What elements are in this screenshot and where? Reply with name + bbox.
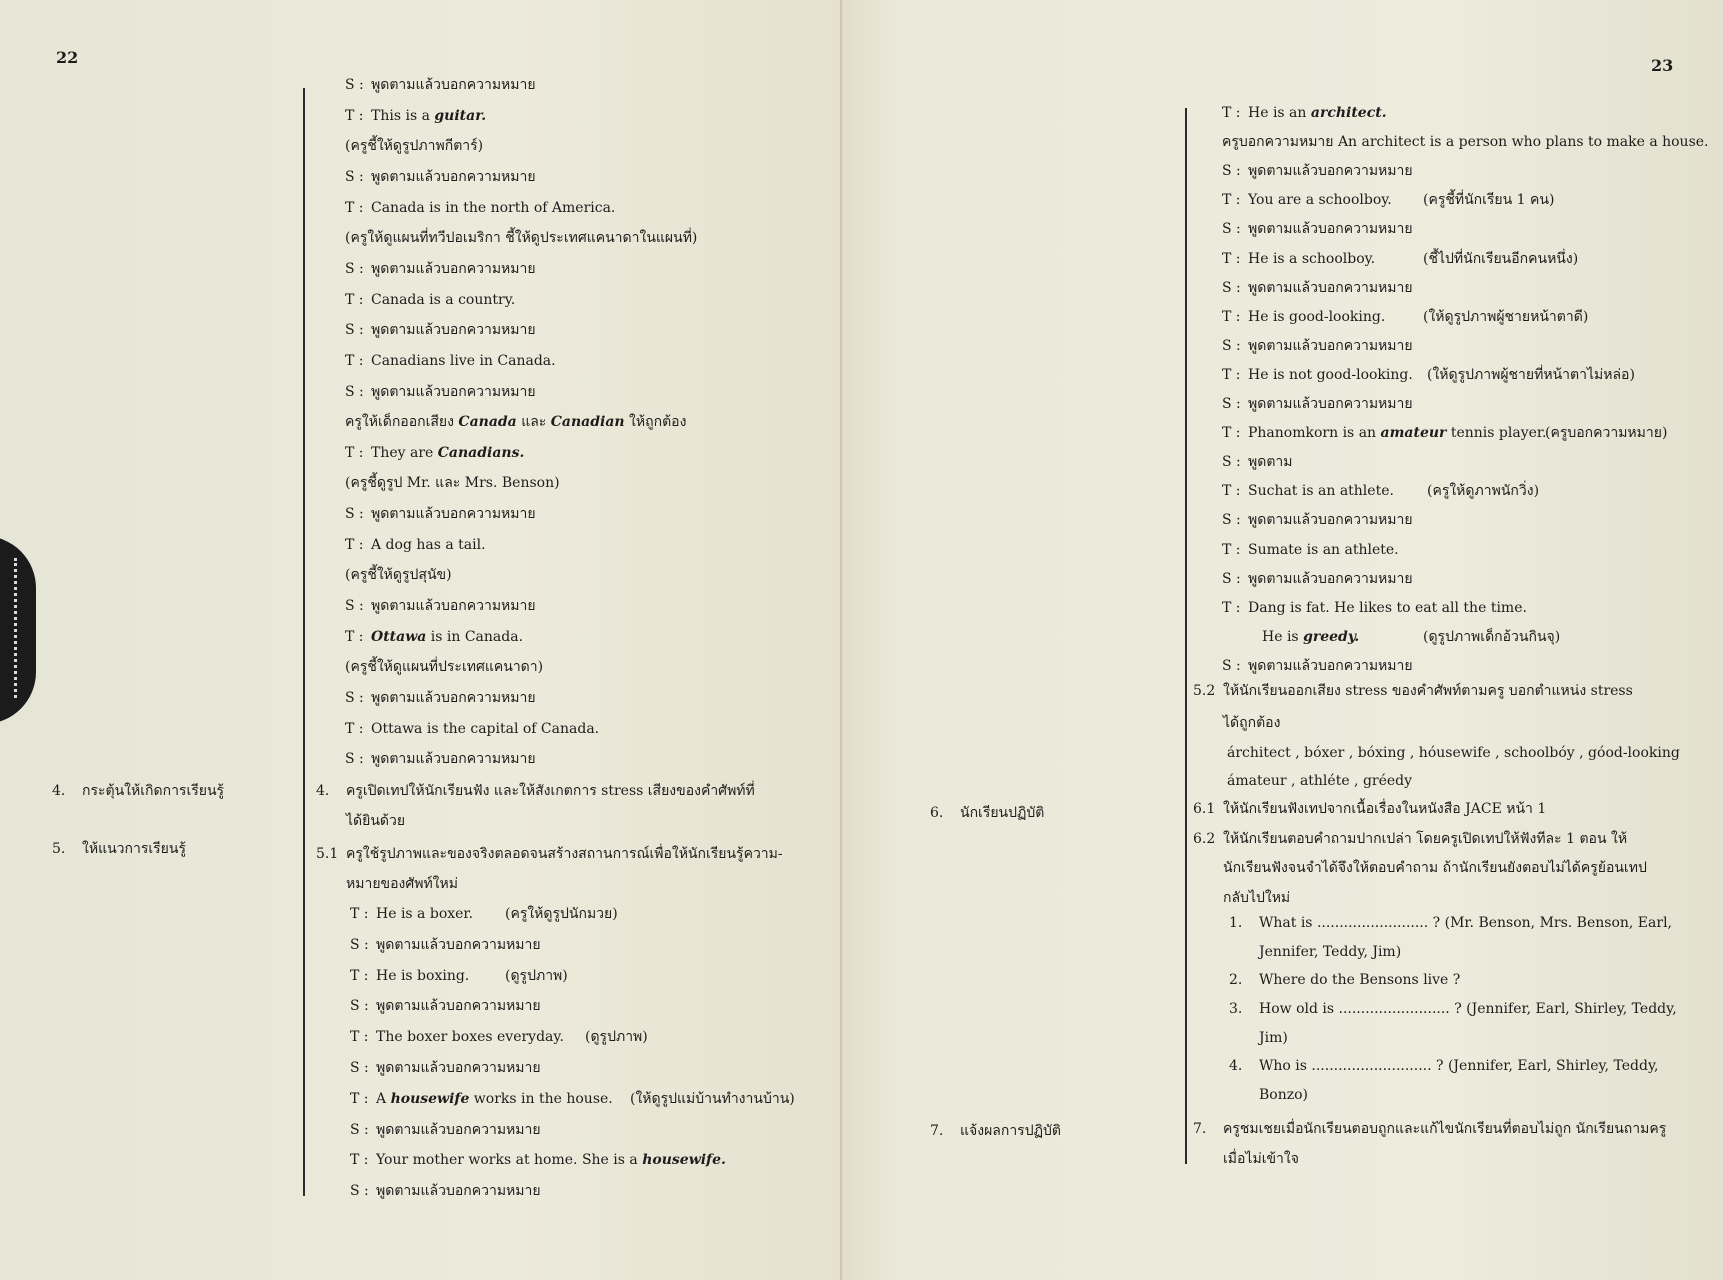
speaker-label: S : [1222, 454, 1241, 471]
speaker-label: T : [345, 107, 364, 124]
question-text: Who is ........................... ? (Jennifer, Earl, Shirley, Teddy, [1259, 1058, 1659, 1074]
page-number-left: 22 [56, 48, 79, 67]
line-text: พูดตาม [1248, 454, 1293, 471]
line-text: A [376, 1090, 391, 1107]
teacher-note: (ให้ดูรูปแม่บ้านทำงานบ้าน) [630, 1090, 795, 1107]
speaker-label: S : [350, 1183, 369, 1200]
dialogue-line [350, 1059, 541, 1077]
column-rule-left [303, 88, 305, 1196]
line-text: Your mother works at home. She is a [376, 1152, 643, 1169]
speaker-label: S : [345, 690, 364, 706]
vocab-word: Canada [458, 414, 517, 431]
speaker-label: T : [345, 720, 364, 737]
vocab-word: amateur [1380, 425, 1447, 442]
speaker-label: T : [350, 1090, 369, 1107]
dialogue-line [345, 444, 524, 462]
line-text: พูดตามแล้วบอกความหมาย [371, 260, 536, 277]
dialogue-line [345, 321, 536, 339]
dialogue-line [345, 352, 556, 370]
line-text: (ครูชี้ให้ดูแผนที่ประเทศแคนาดา) [345, 659, 544, 676]
dialogue-line [350, 1151, 726, 1169]
dialogue-line [1222, 308, 1385, 326]
speaker-label: S : [345, 77, 364, 93]
line-text: พูดตามแล้วบอกความหมาย [1248, 337, 1413, 354]
teacher-note: (ชี้ไปที่นักเรียนอีกคนหนึ่ง) [1423, 250, 1579, 267]
vocab-word: Canadians. [437, 444, 525, 461]
line-text: พูดตามแล้วบอกความหมาย [371, 168, 536, 185]
question-number: 1. [1229, 915, 1243, 931]
line-text: They are [371, 444, 438, 461]
dialogue-line [1222, 395, 1413, 413]
dialogue-line [1222, 191, 1392, 209]
line-text: Canada is in the north of America. [371, 199, 616, 216]
section-5-2-text-cont: ได้ถูกต้อง [1223, 715, 1281, 731]
line-text: (ครูชี้ให้ดูรูปภาพกีตาร์) [345, 138, 484, 155]
column-rule-right [1185, 108, 1187, 1164]
teacher-note: (ครูให้ดูภาพนักวิ่ง) [1427, 483, 1540, 500]
section-6-2-cont-2: กลับไปใหม่ [1223, 890, 1291, 906]
dialogue-line [345, 199, 615, 217]
dialogue-line [345, 260, 536, 278]
line-text: Suchat is an athlete. [1248, 483, 1394, 500]
speaker-label: S : [345, 168, 364, 185]
speaker-label: S : [350, 936, 369, 953]
line-text: is in Canada. [426, 628, 524, 645]
line-text: This is a [371, 107, 435, 124]
speaker-label: T : [350, 1029, 369, 1046]
dialogue-line [345, 505, 536, 523]
line-text: พูดตามแล้วบอกความหมาย [371, 690, 536, 706]
line-text: He is not good-looking. [1248, 366, 1413, 383]
speaker-label: T : [1222, 483, 1241, 500]
speaker-label: S : [350, 1121, 369, 1138]
section-6-label: 6. นักเรียนปฏิบัติ [930, 805, 1045, 821]
teacher-note: (ดูรูปภาพเด็กอ้วนกินจุ) [1423, 628, 1561, 645]
speaker-label: S : [1222, 337, 1241, 354]
section-6-1-text: 6.1 ให้นักเรียนฟังเทปจากเนื้อเรื่องในหนังสือ JACE หน้า 1 [1193, 801, 1547, 817]
speaker-label: S : [345, 506, 364, 523]
section-6-2-cont-1: นักเรียนฟังจนจำได้จึงให้ตอบคำถาม ถ้านักเรียนยังตอบไม่ได้ครูย้อนเทป [1223, 860, 1647, 876]
question-text: What is ......................... ? (Mr. Benson, Mrs. Benson, Earl, [1259, 915, 1672, 931]
line-text: พูดตามแล้วบอกความหมาย [371, 506, 536, 523]
speaker-label: T : [1222, 366, 1241, 383]
speaker-label: T : [1222, 250, 1241, 267]
vocab-word: greedy. [1303, 628, 1360, 645]
speaker-label: T : [1222, 599, 1241, 616]
section-5-1-text: 5.1 ครูใช้รูปภาพและของจริงตลอดจนสร้างสถานการณ์เพื่อให้นักเรียนรู้ความ- [316, 846, 783, 862]
line-text: พูดตามแล้วบอกความหมาย [1248, 657, 1413, 674]
speaker-label: T : [345, 352, 364, 369]
dialogue-line [345, 291, 515, 309]
teacher-note: (ครูชี้ที่นักเรียน 1 คน) [1423, 192, 1555, 209]
line-text: พูดตามแล้วบอกความหมาย [1248, 512, 1413, 529]
speaker-label: T : [345, 628, 364, 645]
line-text: พูดตามแล้วบอกความหมาย [376, 998, 541, 1015]
dialogue-line [345, 750, 536, 768]
page-number-right: 23 [1651, 56, 1674, 75]
line-text: works in the house. [469, 1090, 613, 1107]
teacher-note: (ให้ดูรูปภาพผู้ชายหน้าตาดี) [1423, 308, 1589, 325]
binder-clip [0, 536, 36, 724]
line-text: tennis player. [1446, 425, 1547, 442]
dialogue-line [345, 474, 560, 492]
speaker-label: T : [345, 291, 364, 308]
dialogue-line [1222, 133, 1709, 151]
line-text: และ [516, 414, 551, 431]
question-text: How old is ......................... ? (Jennifer, Earl, Shirley, Teddy, [1259, 1001, 1677, 1017]
speaker-label: S : [345, 598, 364, 615]
speaker-label: T : [350, 1152, 369, 1169]
dialogue-line [1222, 657, 1413, 675]
vocab-word: housewife [390, 1090, 470, 1107]
dialogue-line [1222, 511, 1413, 529]
line-text: พูดตามแล้วบอกความหมาย [1248, 163, 1413, 180]
section-7-label: 7. แจ้งผลการปฏิบัติ [930, 1123, 1061, 1139]
speaker-label: T : [345, 444, 364, 461]
speaker-label: T : [1222, 308, 1241, 325]
speaker-label: S : [1222, 396, 1241, 412]
question-text-cont: Jim) [1259, 1030, 1288, 1046]
speaker-label: T : [350, 906, 369, 922]
question-number: 2. [1229, 972, 1243, 988]
vocab-word: architect. [1310, 105, 1387, 121]
speaker-label: T : [1222, 192, 1241, 209]
line-text: พูดตามแล้วบอกความหมาย [1248, 396, 1413, 412]
dialogue-line [345, 107, 486, 125]
line-text: พูดตามแล้วบอกความหมาย [371, 77, 536, 93]
vocab-word: guitar. [434, 107, 487, 124]
line-text: He is an [1248, 105, 1311, 121]
teacher-note: (ดูรูปภาพ) [585, 1029, 648, 1046]
vocab-word: Ottawa [371, 628, 427, 645]
dialogue-line [350, 936, 541, 954]
dialogue-line [345, 536, 486, 554]
speaker-label: S : [345, 260, 364, 277]
question-text-cont: Jennifer, Teddy, Jim) [1259, 944, 1402, 960]
line-text: พูดตามแล้วบอกความหมาย [376, 936, 541, 953]
dialogue-line [345, 137, 483, 155]
dialogue-line [345, 76, 536, 94]
stress-words-line-2: ámateur , athléte , gréedy [1227, 773, 1413, 789]
line-text: พูดตามแล้วบอกความหมาย [1248, 221, 1413, 238]
line-text: พูดตามแล้วบอกความหมาย [371, 751, 536, 768]
dialogue-line [1222, 220, 1413, 238]
dialogue-line [1222, 104, 1387, 122]
question-item [1229, 971, 1460, 989]
speaker-label: T : [1222, 105, 1241, 121]
line-text: (ครูชี้ดูรูป Mr. และ Mrs. Benson) [345, 475, 560, 492]
question-item [1229, 1057, 1658, 1075]
dialogue-line [1222, 250, 1375, 268]
teacher-note: (ให้ดูรูปภาพผู้ชายที่หน้าตาไม่หล่อ) [1427, 366, 1635, 383]
dialogue-line [345, 628, 523, 646]
line-text: He is a schoolboy. [1248, 250, 1376, 267]
item-7-text-cont: เมื่อไม่เข้าใจ [1223, 1151, 1299, 1167]
line-text: You are a schoolboy. [1248, 192, 1392, 209]
section-6-2-text: 6.2 ให้นักเรียนตอบคำถามปากเปล่า โดยครูเปิดเทปให้ฟังทีละ 1 ตอน ให้ [1193, 831, 1628, 847]
question-text-cont: Bonzo) [1259, 1087, 1308, 1103]
dialogue-line [1222, 279, 1413, 297]
line-text: Phanomkorn is an [1248, 425, 1381, 442]
speaker-label: S : [1222, 279, 1241, 296]
dialogue-line [345, 658, 543, 676]
speaker-label: T : [345, 199, 364, 216]
speaker-label: S : [1222, 163, 1241, 180]
dialogue-line [345, 597, 536, 615]
item-7-text: 7. ครูชมเชยเมื่อนักเรียนตอบถูกและแก้ไขนักเรียนที่ตอบไม่ถูก นักเรียนถามครู [1193, 1121, 1667, 1137]
line-text: ครูบอกความหมาย An architect is a person who plans to make a house. [1222, 134, 1709, 151]
left-page [0, 0, 845, 1280]
dialogue-line [1222, 453, 1293, 471]
line-text: พูดตามแล้วบอกความหมาย [371, 322, 536, 339]
dialogue-line [1222, 366, 1413, 384]
line-text: The boxer boxes everyday. [376, 1029, 564, 1046]
speaker-label: S : [1222, 570, 1241, 587]
speaker-label: T : [345, 536, 364, 553]
dialogue-line [350, 997, 541, 1015]
line-text: Ottawa is the capital of Canada. [371, 720, 600, 737]
line-text: ครูให้เด็กออกเสียง [345, 414, 459, 431]
dialogue-line [345, 413, 686, 431]
line-text: พูดตามแล้วบอกความหมาย [1248, 570, 1413, 587]
dialogue-line [1222, 424, 1547, 442]
line-text: Canada is a country. [371, 291, 516, 308]
line-text: (ครูให้ดูแผนที่ทวีปอเมริกา ชี้ให้ดูประเทศแคนาดาในแผนที่) [345, 230, 698, 247]
right-page [845, 0, 1723, 1280]
question-item [1229, 914, 1672, 932]
dialogue-line [345, 689, 536, 707]
speaker-label: T : [1222, 541, 1241, 558]
dialogue-line [345, 229, 697, 247]
line-text: พูดตามแล้วบอกความหมาย [376, 1183, 541, 1200]
teacher-note: (ครูให้ดูรูปนักมวย) [505, 906, 618, 922]
speaker-label: S : [1222, 512, 1241, 529]
speaker-label: T : [350, 967, 369, 984]
line-text: He is good-looking. [1248, 308, 1386, 325]
speaker-label: T : [1222, 425, 1241, 442]
section-4-text-cont: ได้ยินด้วย [346, 813, 406, 829]
dialogue-line [350, 905, 473, 923]
dialogue-line [1222, 541, 1399, 559]
dialogue-line [345, 383, 536, 401]
dialogue-line [350, 1182, 541, 1200]
section-5-label: 5. ให้แนวการเรียนรู้ [52, 841, 186, 857]
section-5-2-text: 5.2 ให้นักเรียนออกเสียง stress ของคำศัพท์ตามครู บอกตำแหน่ง stress [1193, 683, 1633, 699]
dialogue-line [1222, 570, 1413, 588]
dialogue-line [350, 1090, 613, 1108]
line-text: He is boxing. [376, 967, 470, 984]
section-4-label: 4. กระตุ้นให้เกิดการเรียนรู้ [52, 783, 225, 799]
speaker-label: S : [350, 1060, 369, 1076]
dialogue-line [345, 168, 536, 186]
speaker-label: S : [345, 383, 364, 400]
speaker-label: S : [350, 998, 369, 1015]
stress-words-line-1: árchitect , bóxer , bóxing , hóusewife , schoolbóy , góod-looking [1227, 745, 1680, 761]
speaker-label: S : [345, 322, 364, 339]
speaker-label: S : [345, 751, 364, 768]
line-text: A dog has a tail. [371, 536, 486, 553]
dialogue-line [1222, 482, 1394, 500]
dialogue-line [345, 566, 452, 584]
dialogue-line [1262, 628, 1359, 646]
line-text: Canadians live in Canada. [371, 352, 556, 369]
vocab-word: housewife. [642, 1152, 726, 1169]
dialogue-line [1222, 599, 1527, 617]
teacher-note: (ดูรูปภาพ) [505, 967, 568, 984]
question-text: Where do the Bensons live ? [1259, 972, 1461, 988]
teacher-note: (ครูบอกความหมาย) [1545, 425, 1668, 442]
section-4-text: 4. ครูเปิดเทปให้นักเรียนฟัง และให้สังเกตการ stress เสียงของคำศัพท์ที่ [316, 783, 755, 799]
question-number: 4. [1229, 1058, 1243, 1074]
dialogue-line [1222, 337, 1413, 355]
question-item [1229, 1000, 1677, 1018]
speaker-label: S : [1222, 657, 1241, 674]
question-number: 3. [1229, 1001, 1243, 1017]
dialogue-line [345, 720, 599, 738]
line-text: Dang is fat. He likes to eat all the time. [1248, 599, 1527, 616]
line-text: พูดตามแล้วบอกความหมาย [371, 598, 536, 615]
line-text: He is a boxer. [376, 906, 474, 922]
speaker-label: S : [1222, 221, 1241, 238]
line-text: Sumate is an athlete. [1248, 541, 1399, 558]
line-text: พูดตามแล้วบอกความหมาย [376, 1121, 541, 1138]
line-text: พูดตามแล้วบอกความหมาย [376, 1060, 541, 1076]
vocab-word: Canadian [550, 414, 625, 431]
dialogue-line [350, 1028, 564, 1046]
line-text: (ครูชี้ให้ดูรูปสุนัข) [345, 567, 452, 584]
line-text: He is [1262, 628, 1304, 645]
line-text: ให้ถูกต้อง [624, 414, 687, 431]
dialogue-line [1222, 162, 1413, 180]
dialogue-line [350, 1121, 541, 1139]
section-5-1-text-cont: หมายของศัพท์ใหม่ [346, 876, 458, 892]
line-text: พูดตามแล้วบอกความหมาย [1248, 279, 1413, 296]
line-text: พูดตามแล้วบอกความหมาย [371, 383, 536, 400]
dialogue-line [350, 967, 469, 985]
